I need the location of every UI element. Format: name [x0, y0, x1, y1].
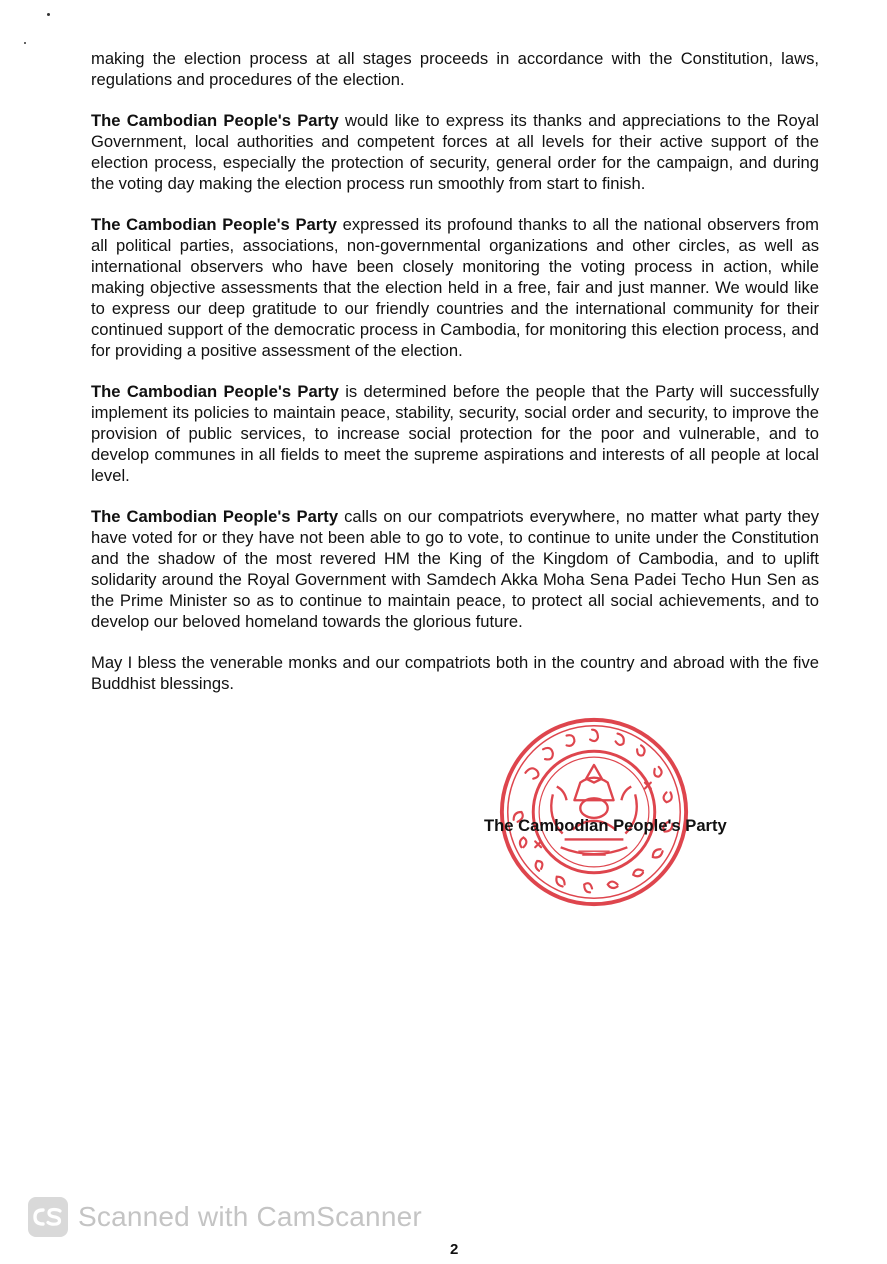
- camscanner-logo-icon: [28, 1197, 68, 1237]
- paragraph-1: [91, 48, 819, 90]
- paragraph-text: May I bless the venerable monks and our compatriots both in the country and abroad with the five Buddhist blessings.: [91, 653, 819, 693]
- paragraph-4: [91, 381, 819, 486]
- paragraph-6: [91, 652, 819, 694]
- paragraph-text: making the election process at all stages proceeds in accordance with the Constitution, laws, regulations and procedures of the election.: [91, 49, 819, 89]
- paragraph-lead: The Cambodian People's Party: [91, 215, 337, 234]
- paragraph-text: would like to express its thanks and appreciations to the Royal Government, local authorities and competent forces at all levels for their active support of the election process, especially the protection of security, general order for the campaign, and during the voting day making the election process run smoothly from start to finish.: [91, 111, 819, 193]
- paragraph-2: [91, 110, 819, 194]
- paragraph-lead: The Cambodian People's Party: [91, 507, 339, 526]
- paragraph-5: [91, 506, 819, 632]
- paragraph-text: calls on our compatriots everywhere, no matter what party they have voted for or they have not been able to go to vote, to continue to unite under the Constitution and the shadow of the most revered HM the King of the Kingdom of Cambodia, and to uplift solidarity around the Royal Government with Samdech Akka Moha Sena Padei Techo Hun Sen as the Prime Minister so as to continue to maintain peace, to protect all social achievements, and to develop our beloved homeland towards the glorious future.: [91, 507, 819, 631]
- scan-speck: [47, 13, 50, 16]
- signature-block: [480, 714, 780, 924]
- document-body: [91, 48, 819, 714]
- page-number: 2: [450, 1241, 459, 1258]
- signature-name: The Cambodian People's Party: [484, 816, 727, 835]
- scan-speck: [24, 42, 26, 44]
- paragraph-text: is determined before the people that the Party will successfully implement its policies to maintain peace, stability, security, social order and security, to improve the provision of public services, to increase social protection for the poor and vulnerable, and to develop communes in all fields to meet the supreme aspirations and interests of all people at local level.: [91, 382, 819, 485]
- camscanner-text: Scanned with CamScanner: [78, 1201, 422, 1232]
- paragraph-lead: The Cambodian People's Party: [91, 111, 339, 130]
- camscanner-watermark: [28, 1197, 422, 1237]
- paragraph-lead: The Cambodian People's Party: [91, 382, 339, 401]
- party-seal-icon: [496, 714, 692, 910]
- paragraph-3: [91, 214, 819, 361]
- paragraph-text: expressed its profound thanks to all the national observers from all political parties, associations, non-governmental organizations and other circles, as well as international observers who have been closely monitoring the voting process in action, while making objective assessments that the election held in a free, fair and just manner. We would like to express our deep gratitude to our friendly countries and the international community for their continued support of the democratic process in Cambodia, for monitoring this election process, and for providing a positive assessment of the election.: [91, 215, 819, 360]
